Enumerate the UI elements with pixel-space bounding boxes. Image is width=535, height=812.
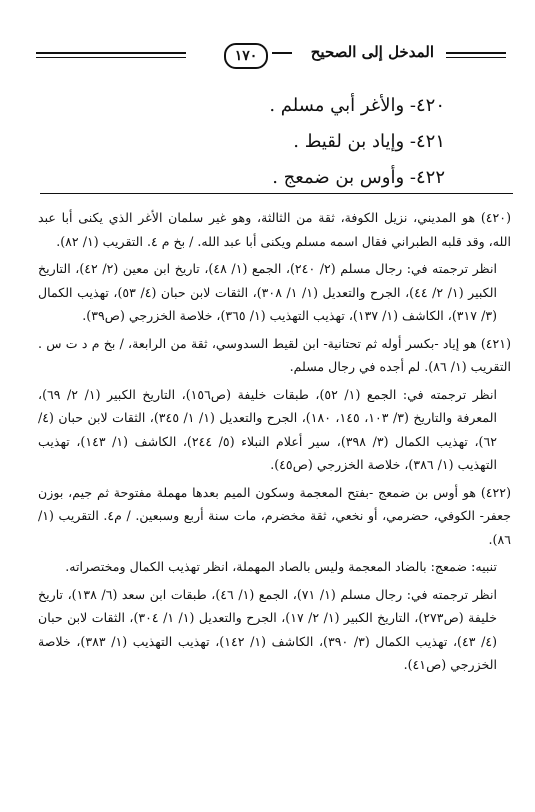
footnote-420-sources-text: انظر ترجمته في: رجال مسلم (٢/ ٢٤٠)، الجمع (١/ ٤٨)، تاريخ ابن معين (٢/ ٤٢)، التاريخ الكبير (١/ ٢/ ٤٤)، الجرح والتعديل (١/ ١/ ٣٠٨)، الثقات لابن حبان (٤/ ٥٣)، تهذيب الكمال (٣/ ٣١٧)، الكاشف (١/ ١٣٧)، تهذيب التهذيب (١/ ٣٦٥)، خلاصة الخزرجي (ص٣٩).	[38, 261, 498, 323]
entry-420: ٤٢٠- والأغر أبي مسلم .	[269, 95, 445, 116]
footnote-422-note	[38, 555, 511, 579]
footnote-421-sources	[38, 383, 511, 477]
page-number: ١٧٠	[224, 43, 268, 69]
footnote-divider	[40, 193, 513, 194]
footnote-421-sources-text: انظر ترجمته في: الجمع (١/ ٥٢)، طبقات خليفة (ص١٥٦)، التاريخ الكبير (١/ ٢/ ٦٩)، المعرفة والتاريخ (٣/ ١٠٣، ١٤٥، ١٨٠)، الجرح والتعديل (١/ ١/ ٣٤٥)، الثقات لابن حبان (٤/ ٦٢)، تهذيب الكمال (٣/ ٣٩٨)، سير أعلام النبلاء (٥/ ٢٤٤)، الكاشف (١/ ١٤٣)، تهذيب التهذيب (١/ ٣٨٦)، خلاصة الخزرجي (ص٤٥).	[38, 386, 498, 472]
header-rule-left	[36, 52, 186, 54]
footnote-422-sources-text: انظر ترجمته في: رجال مسلم (١/ ٧١)، الجمع (١/ ٤٦)، طبقات ابن سعد (٦/ ١٣٨)، تاريخ خليفة (ص٢٧٣)، التاريخ الكبير (١/ ٢/ ١٧)، الجرح والتعديل (١/ ١/ ٣٠٤)، الثقات لابن حبان (٤/ ٤٣)، تهذيب الكمال (٣/ ٣٩٠)، الكاشف (١/ ١٤٢)، تهذيب التهذيب (١/ ٣٨٣)، خلاصة الخزرجي (ص٤١).	[38, 586, 498, 672]
footnotes	[38, 206, 511, 681]
entry-421: ٤٢١- وإياد بن لقيط .	[293, 131, 445, 152]
footnote-420	[38, 206, 511, 253]
footnote-421	[38, 332, 511, 379]
footnote-420-text: (٤٢٠) هو المديني، نزيل الكوفة، ثقة من الثالثة، وهو غير سلمان الأغر الذي يكنى أبا عبد الله، وقد قلبه الطبراني فقال اسمه مسلم ويكنى أبا عبد الله. / بخ م ٤. التقريب (١/ ٨٢).	[38, 210, 511, 249]
page-header	[36, 40, 506, 70]
header-rule-right-thin	[446, 57, 506, 58]
running-title: المدخل إلى الصحيح	[310, 43, 434, 61]
footnote-422	[38, 481, 511, 552]
entry-list	[185, 88, 445, 196]
footnote-422-sources	[38, 583, 511, 677]
footnote-422-note-text: تنبيه: ضمعج: بالضاد المعجمة وليس بالصاد المهملة، انظر تهذيب الكمال ومختصراته.	[65, 559, 497, 574]
header-rule-left-thin	[36, 57, 186, 58]
footnote-420-sources	[38, 257, 511, 328]
header-rule-right	[446, 52, 506, 54]
header-rule-mid	[272, 52, 292, 54]
footnote-421-text: (٤٢١) هو إياد -بكسر أوله ثم تحتانية- ابن لقيط السدوسي، ثقة من الرابعة، / بخ م د ت س . التقريب (١/ ٨٦). لم أجده في رجال مسلم.	[38, 335, 511, 374]
entry-422: ٤٢٢- وأوس بن ضمعج .	[272, 167, 445, 188]
footnote-422-text: (٤٢٢) هو أوس بن ضمعج -بفتح المعجمة وسكون الميم بعدها مهملة مفتوحة ثم جيم، بوزن جعفر- الكوفي، حضرمي، أو نخعي، ثقة مخضرم، مات سنة أربع وسبعين. / م٤. التقريب (١/ ٨٦).	[38, 484, 511, 547]
